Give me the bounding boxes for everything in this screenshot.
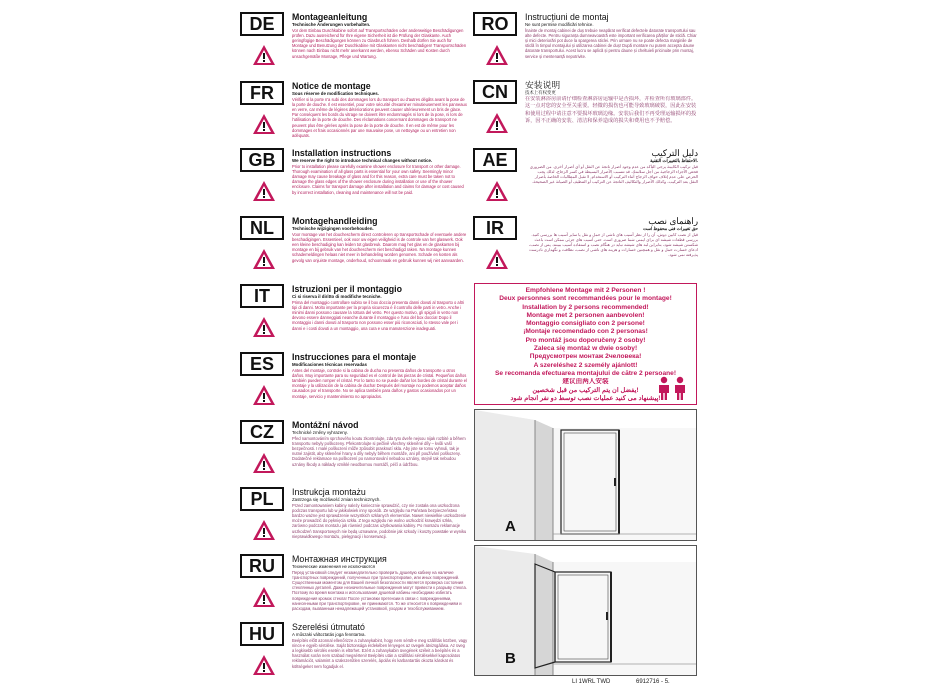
section-title: Монтажная инструкция [292, 554, 387, 564]
warning-triangle-icon [252, 519, 276, 541]
section-subtitle: Technische Änderungen vorbehalten. [292, 22, 371, 27]
section-it [240, 284, 468, 350]
section-subtitle: Technische wijzigingen voorbehouden. [292, 226, 374, 231]
language-code: AE [473, 148, 517, 172]
section-subtitle: 技术上有权变更 [525, 90, 556, 95]
language-code: RO [473, 12, 517, 36]
warning-triangle-icon [485, 112, 509, 134]
language-code: CN [473, 80, 517, 104]
section-body: Przed zamontowaniem kabiny należy koniecznie sprawdzić, czy nie została ona uszkodzona podczas transportu lub w jakikolwiek inny sposób. Ze względu na Państwa bezpieczeństwo bardzo ważne jest sprawdzenie wszystkich szklanych elementów. Nawet niewielkie uszkodzenie może prowadzić do pęknięcia szkła. Z tego względu nie wolno uszkodzić krawędzi szkła, zarówno podczas montażu jak również podczas użytkowania kabiny. Po montażu reklamacje uszkodzeń transportowych nie będą uznawane, podobnie jak szkody i koszty powstałe w wyniku nieprawidłowego montażu, pielęgnacji i konserwacji. [292, 502, 467, 539]
section-title: Instrucciones para el montaje [292, 352, 417, 362]
notice-line: 建议由两人安装 [562, 378, 609, 386]
section-subtitle: الاحتفاظ بالتغييرات التقنية. [650, 158, 698, 163]
document-number: 6912716 - 5. [636, 679, 670, 685]
notice-line: Se recomanda efectuarea montajului de către 2 persoane! [494, 369, 677, 377]
language-code: GB [240, 148, 284, 172]
warning-triangle-icon [252, 654, 276, 676]
section-es [240, 352, 468, 418]
section-subtitle: Modificaciones técnicas reservadas [292, 362, 367, 367]
section-subtitle: Технические изменения не исключаются [292, 564, 376, 569]
model-code: LI 1WRL TWD [572, 679, 611, 685]
section-body: قبل تركيب الكابينة يرجى التأكد من عدم وجود أضرار ناتجة عن النقل أو أي أضرار أخرى. من الضروري فحص الأجزاء الزجاجية من أجل سلامتك. قد تتسبب الأضرار البسيطة في كسر الزجاج، لذلك يجب الحرص على عدم إتلاف حواف الزجاج أثناء التركيب أو الاستخدام. لا تقبل المطالبات الخاصة بأضرار النقل بعد التركيب، وكذلك الأضرار والتكاليف الناتجة عن التركيب أو التنظيف أو الصيانة غير الصحيحة. [529, 163, 698, 185]
language-code: HU [240, 622, 284, 646]
section-body: Înainte de montaj cabinei de duș trebuie neapărat verificat defectele datorate transportului sau alte defecte. Pentru siguranța dumneavoastră este important verificarea părților de sticlă. Chiar și mici deteriorări pot duce la spargerea sticlei. Prin urmare nu se poate defecta marginile de sticlă în timpul montajului și utilizarea cabinei de duș! După montare nu putem accepta daune datorate transportului. Acest lucru se aplică și pentru daune și cheltuieli pricinuite prin montaj, service și mentenanță nepotrivite. [525, 27, 697, 59]
notice-line: Zaleca się montaż w dwie osoby! [533, 345, 638, 353]
notice-line: Installation by 2 persons recommended! [522, 303, 649, 311]
warning-triangle-icon [485, 248, 509, 270]
section-title: 安装说明 [525, 80, 561, 90]
section-ro [473, 12, 698, 78]
warning-triangle-icon [252, 586, 276, 608]
section-body: Beépítés előtt azonnal ellenőrizze a zuhanykabint, hogy nem sérült-e meg szállítás közben, vagy nincs-e egyéb sérülése. Saját biztonsága érdekében lényeges az üvegek átvizsgálása. Az üveg a legkisebb sérülés esetén is eltörhet. Ezért a zuhanykabin üvegének széleit a beépítés és a használat során nem szabad megsérteni! Beépítés után a szállítási sérülésekkel kapcsolatos reklamációt, valamint a szakszerűtlen szerelés, ápolás és karbantartás okozta károkat és költségeket nem fogadjuk el. [292, 637, 468, 669]
section-body: Před namontováním sprchového koutu zkontrolujte, zda tyto dveře nejsou nijak rozbité a během transportu nebyly poškozeny. Překontrolujte si pečlivě všechny skleněné díly – kvůli vaší bezpečnosti. I malé poškození může způsobit prasknutí skla. Aby jste se tomu vyhnuli, tak je nutné zajistit, aby skleněné hrany a díly nebyly během montáže, ani při používání poškozeny. Dodatečné reklamace na poškození po namontování nebudou uznány, stejně tak nebudou uznány škody a náklady vzniklé neodbornou montáží, péčí a údržbou. [292, 435, 466, 467]
section-title: Szerelési útmutató [292, 622, 365, 632]
section-body: Voor montage van het douchescherm direct controleren op transportschade of eventuele andere beschadigingen. Essentieel, ook voor uw eigen veiligheid is de controle van het glaswerk. Ook een kleine beschadiging kan leiden tot glasbreuk. Daarom mag het glas en de glaskanten bij montage en bij gebruik van het douchescherm niet beschadigd raken. Na montage kunnen schademeldingen helaas niet meer in behandeling worden genomen. Schade en kosten als gevolg van onjuiste montage, onderhoud, schoonmaak en gebruik kunnen wij niet aanvaarden. [292, 231, 467, 263]
notice-line: A szereléshez 2 személy ajánlott! [533, 361, 638, 369]
section-subtitle: Sous réserve de modification techniques. [292, 91, 379, 96]
language-code: DE [240, 12, 284, 36]
section-subtitle: We reserve the right to introduce technical changes without notice. [292, 158, 433, 163]
warning-triangle-icon [252, 452, 276, 474]
section-pl [240, 487, 468, 553]
language-code: CZ [240, 420, 284, 444]
section-fr [240, 81, 468, 147]
language-code: ES [240, 352, 284, 376]
section-subtitle: Technické změny vyhrazeny. [292, 430, 348, 435]
section-title: Instrukcja montażu [292, 487, 366, 497]
section-cn [473, 80, 698, 146]
notice-line: Предусмотрен монтаж 2человека! [529, 353, 642, 361]
section-hu [240, 622, 468, 688]
figure-a [474, 409, 697, 541]
installers-notice [474, 283, 697, 405]
section-body: Prior to installation please carefully examine shower enclosure for transport or other damage. Thorough examination of all glass parts is essential for your own safety. Seemingly minor damage may cause breakage of glass and for this reason, extra care must be taken not to damage the glass edges of the shower enclosure during installation or use of the shower enclosure. Claims for transport damage after installation and claims for damage or cost caused by incorrect installation, cleaning and maintenance will not be paid. [292, 163, 464, 195]
section-cz [240, 420, 468, 486]
figure-label: A [505, 518, 516, 535]
section-body: Vor dem Einbau Duschkabine sofort auf Transportschäden oder anderweitige Beschädigungen prüfen. Dazu ausreichend für Ihre eigene Sicherheit ist die Prüfung der Glaskante. Auch geringfügige Beschädigungen können zu Glasbruch führen. Deshalb dürfen Sie auch für Montage und Benutzung der Duschkabine mit Glaskanten nicht beschädigen! Transportschäden können nach Einbau nicht mehr anerkannt werden, ebenso Schäden und Kosten durch unsachgemäße Montage, Pflege und Wartung. [292, 27, 467, 59]
warning-triangle-icon [252, 384, 276, 406]
language-code: IT [240, 284, 284, 308]
warning-triangle-icon [485, 44, 509, 66]
section-body: قبل از نصب کابین دوش، آن را از نظر آسیب های ناشی از حمل و نقل یا سایر آسیب ها بررسی کنید. بررسی قطعات شیشه ای برای ایمنی شما ضروری است. حتی آسیب های جزئی ممکن است باعث شکستن شیشه شود، بنابراین لبه های شیشه نباید در هنگام نصب و استفاده آسیب ببینند. پس از نصب، ادعای خسارت حمل و نقل و همچنین خسارات و هزینه های ناشی از نصب، نظافت و نگهداری نادرست پذیرفته نمی شود. [528, 231, 698, 258]
warning-triangle-icon [485, 180, 509, 202]
section-title: دليل التركيب [651, 148, 698, 158]
section-title: Montážní návod [292, 420, 359, 430]
notice-line: Deux personnes sont recommandées pour le montage! [499, 295, 672, 303]
section-subtitle: Zastrzega się możliwość zmian technicznych. [292, 497, 381, 502]
section-title: Notice de montage [292, 81, 371, 91]
section-body: Prima del montaggio controllare subito se il box doccia presenta danni dovuti al trasporto o altri tipi di danni. Molto importante per la propria sicurezza è il controllo delle parti in vetro. Anche i minimi danni possono causare la rottura del vetro. Per questo motivo, gli spigoli in vetro non devono essere danneggiati neanche durante il montaggio e l'uso del box doccia! Dopo il montaggio i danni dovuti al trasporto non possono esser più riconosciuti, lo stesso vale per i danni e i costi dovuti a un montaggio, una cura e una manutenzione inadeguati. [292, 299, 465, 331]
section-gb [240, 148, 468, 214]
section-ir [473, 216, 698, 282]
language-code: RU [240, 554, 284, 578]
section-body: 在安装淋浴房前请仔细检查淋浴房运输中是否损坏，并检查所有玻璃部件。这一点对您的安全至关重要。轻微的损伤也可能导致玻璃破裂，因此在安装和使用过程中请注意不要损坏玻璃边缘。安装后我们不再受理运输损坏的投诉，因不正确的安装、清洁和保养造成的损失和费用也不予赔偿。 [525, 95, 697, 124]
section-de [240, 12, 468, 80]
language-code: FR [240, 81, 284, 105]
notice-line: Empfohlene Montage mit 2 Personen ! [525, 287, 646, 294]
section-title: Installation instructions [292, 148, 392, 158]
warning-triangle-icon [252, 113, 276, 135]
warning-triangle-icon [252, 44, 276, 66]
warning-triangle-icon [252, 180, 276, 202]
notice-line: Montaggio consigliato con 2 persone! [526, 320, 645, 328]
section-subtitle: A műszaki változtatás joga fenntartva. [292, 632, 366, 637]
language-code: PL [240, 487, 284, 511]
section-ae [473, 148, 698, 214]
section-body: Vérifier si la porte n'a subi des dommages lors du transport ou d'autres dégâts avant la pose de la porte de douche. Il est essentiel, pour votre sécurité d'examiner minutieusement les panneaux en verre, car même de légères détériorations peuvent causer ultérieurement un bris de glace. Par conséquent les bords du vitrage ne doivent être endommagés ni lors de la pose, ni lors de l'utilisation de la porte de douche. Des réclamations concernant dommages de transport ne peuvent plus être gérées après la pose de la porte de douche. Il en est de même pour les dommages et frais occasionnés par une mauvaise pose, un nettoyage ou un entretien non adéquats. [292, 96, 467, 138]
warning-triangle-icon [252, 316, 276, 338]
notice-line: ¡Montaje recomendado con 2 personas! [523, 328, 648, 336]
notice-line: پیشنهاد می کنید عملیات نصب توسط دو نفر انجام شود! [510, 394, 661, 402]
notice-line: Montage met 2 personen aanbevolen! [526, 311, 645, 319]
section-subtitle: Ne sunt permise modificări tehnice. [525, 22, 594, 27]
figure-label: B [505, 650, 516, 667]
language-code: IR [473, 216, 517, 240]
warning-triangle-icon [252, 248, 276, 270]
section-title: Istruzioni per il montaggio [292, 284, 402, 294]
section-subtitle: حق تغییرات فنی محفوظ است [642, 226, 698, 231]
section-title: Montagehandleiding [292, 216, 378, 226]
section-ru [240, 554, 468, 620]
section-body: Antes del montaje, controle si la cabina de ducha no presenta daños de transporte u otros daños. Muy importante para su seguridad es el control de las piezas de cristal. Pequeños daños también pueden romper el cristal. Por lo tanto no se puede dañar los bordes de cristal durante el montaje y la utilización de la cabina de ducha! Después del montaje no podemos aceptar daños causados por el transporte. No se aplica también para daños y gastos ocasionados por un montaje, servicio y mantenimiento no apropiados. [292, 367, 467, 399]
section-body: Перед установкой следует незамедлительно проверить душевую кабину на наличие транспортных повреждений, полученных при транспортировке, или иных повреждений. Существенным моментом для Вашей личной безопасности является проверка состояния стеклянных деталей. Даже незначительные повреждения могут привести к разрыву стекла. Поэтому во время монтажа и использования душевой кабины необходимо избегать повреждения кромок стекла! После установки претензии в связи с повреждениями, нанесенными при транспортировке, не принимаются. То же относится к повреждениям и расходам, вызванным ненадлежащей установкой, уходом и техобслуживанием. [292, 569, 467, 611]
language-code: NL [240, 216, 284, 240]
section-nl [240, 216, 468, 282]
section-title: Montageanleitung [292, 12, 368, 22]
figure-b [474, 545, 697, 676]
notice-line: يفضل ان يتم التركيب من قبل شخصين! [532, 386, 639, 394]
section-title: Instrucțiuni de montaj [525, 12, 609, 22]
notice-line: Pro montáž jsou doporučeny 2 osoby! [525, 336, 646, 344]
section-title: راهنمای نصب [648, 216, 698, 226]
two-persons-icon [654, 376, 690, 400]
section-subtitle: Ci si riserva il diritto di modifiche tecniche. [292, 294, 382, 299]
